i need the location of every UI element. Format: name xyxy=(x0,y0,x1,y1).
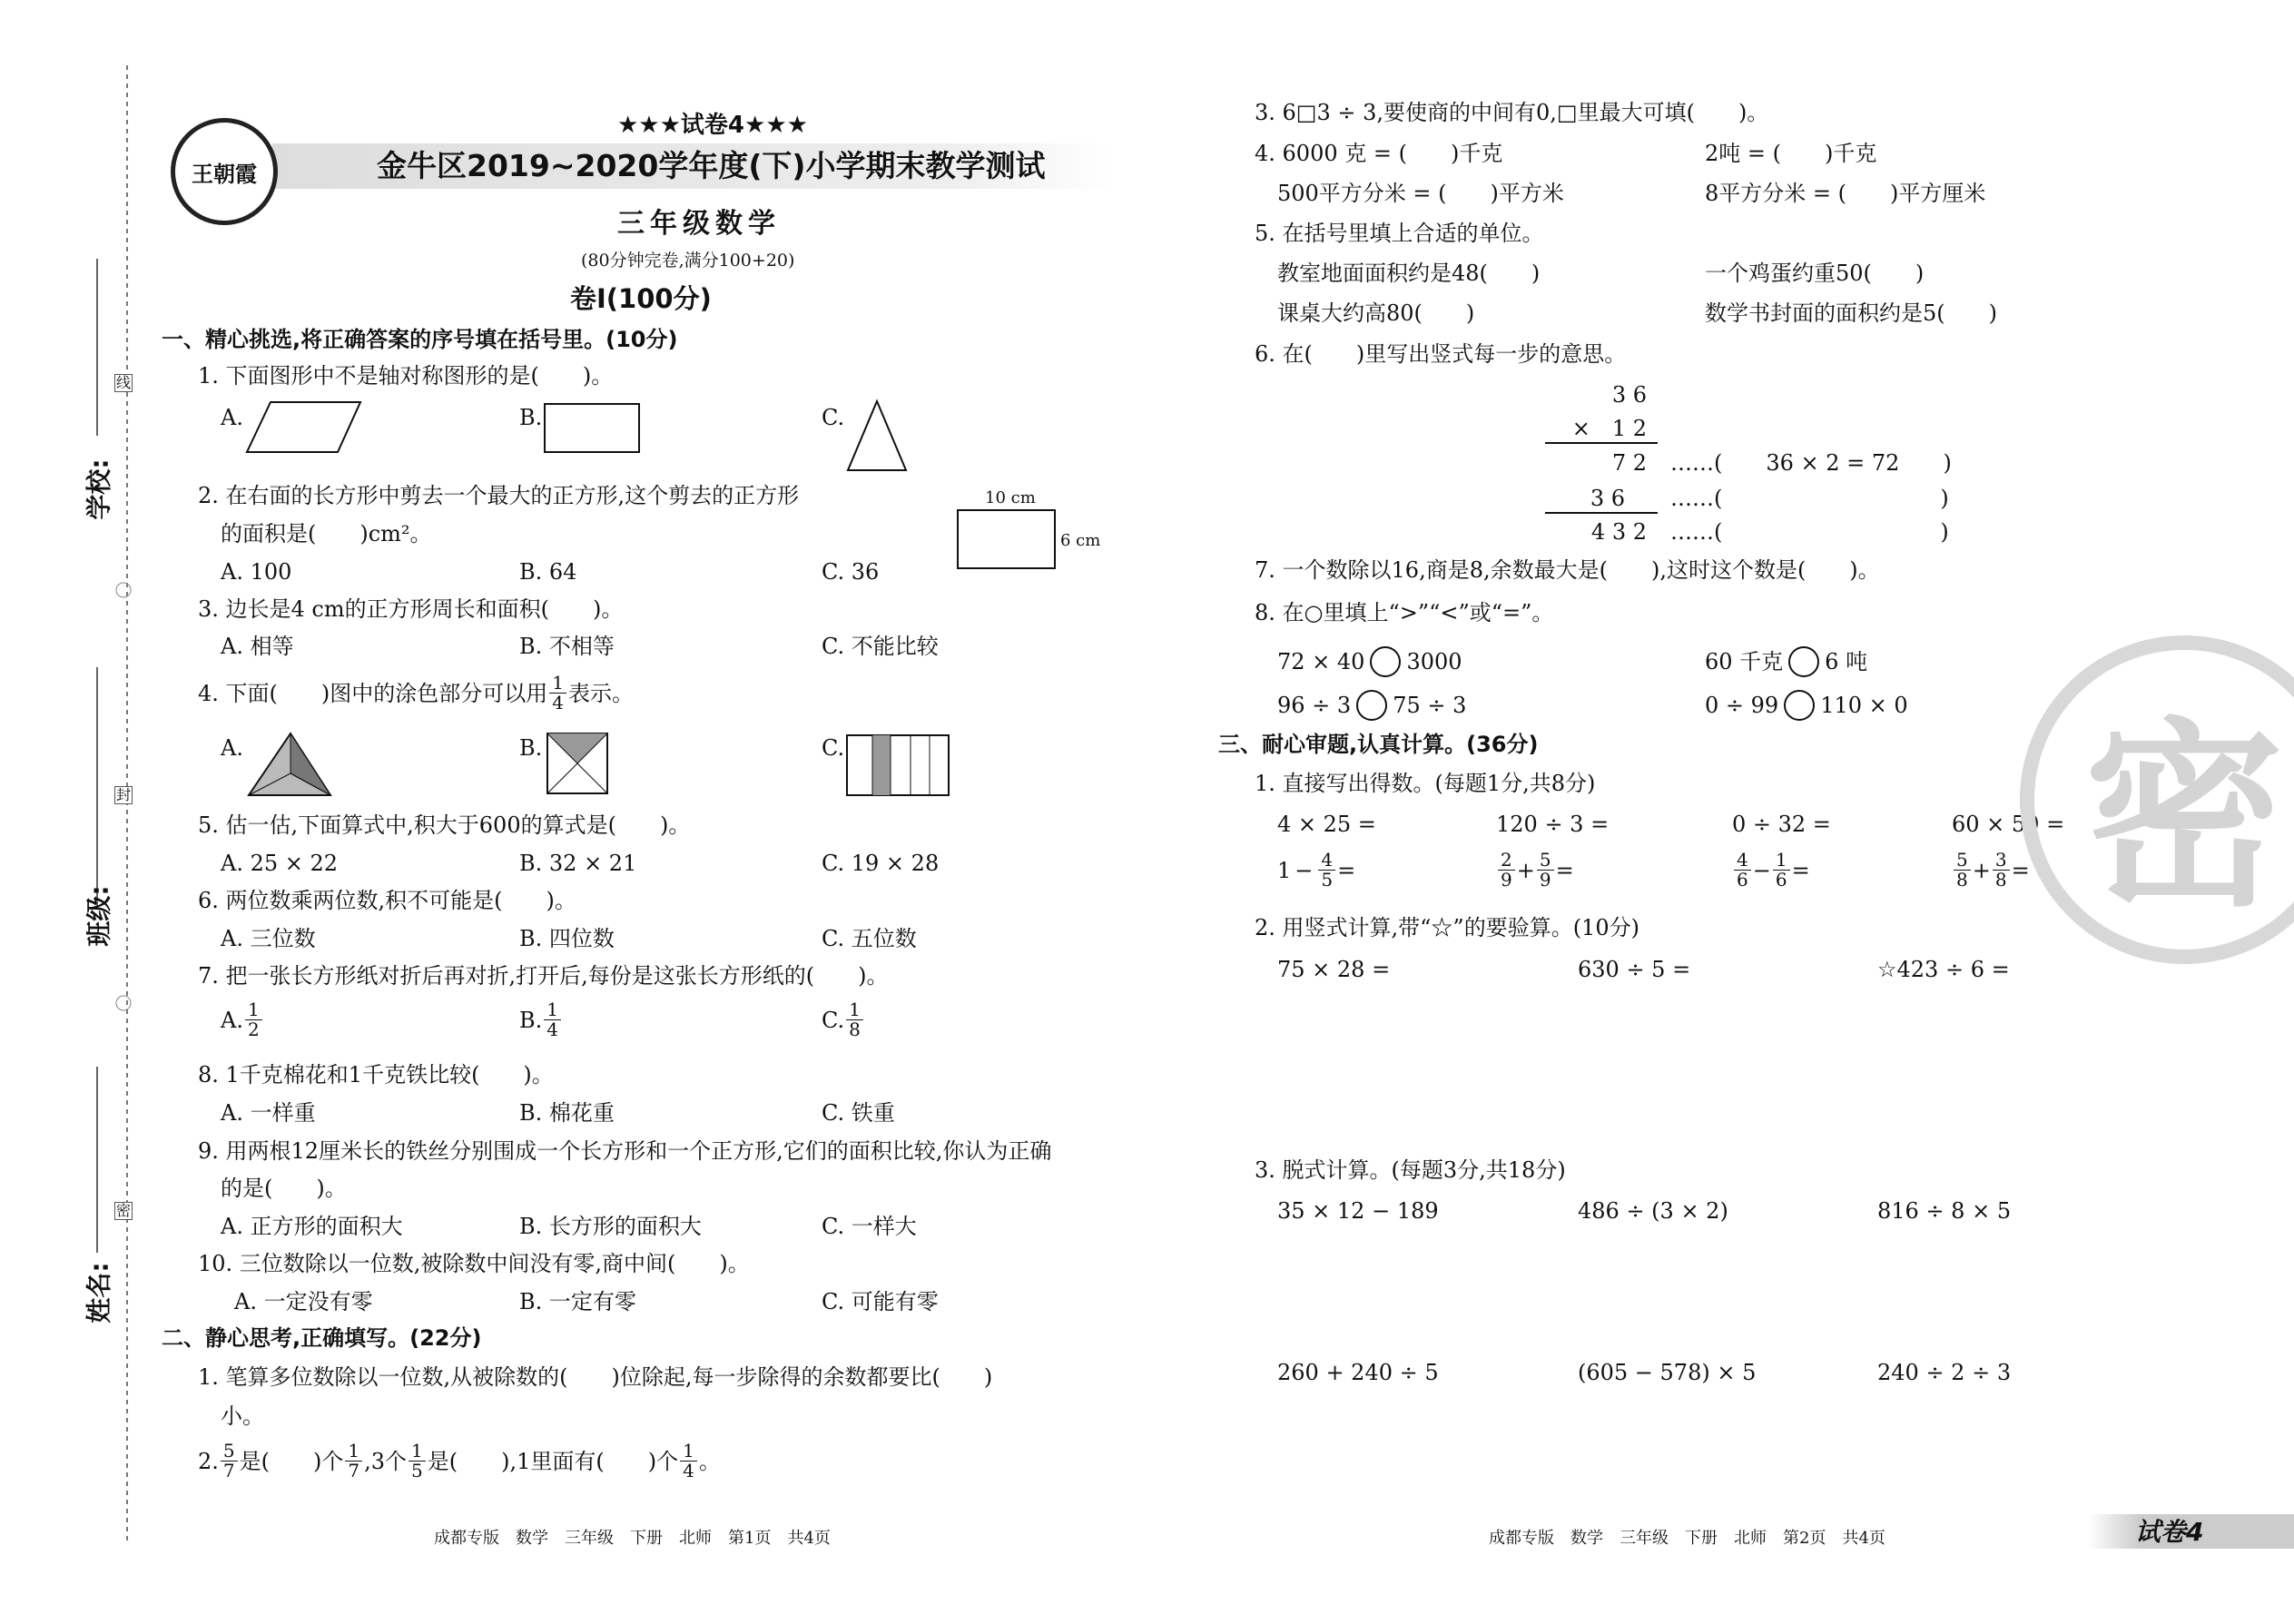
vm-row5: 4 3 2 xyxy=(1590,519,1647,545)
s1-q3-a: A. 相等 xyxy=(221,634,294,659)
vm-explain3: ……( ) xyxy=(1670,519,1949,545)
option-label: C. xyxy=(822,1007,845,1033)
s1-q10: 10. 三位数除以一位数,被除数中间没有零,商中间( )。 xyxy=(198,1251,750,1276)
footer-left: 成都专版 数学 三年级 下册 北师 第1页 共4页 xyxy=(434,1529,831,1548)
s2-q8: 8. 在○里填上“>”“<”或“=”。 xyxy=(1255,600,1554,625)
s1-q5-b: B. 32 × 21 xyxy=(519,851,637,876)
compare-1 xyxy=(1277,646,1462,677)
compare-right: 6 吨 xyxy=(1825,649,1868,674)
operator: − xyxy=(1752,857,1771,883)
s1-q5-a: A. 25 × 22 xyxy=(221,851,339,876)
s2-q6: 6. 在( )里写出竖式每一步的意思。 xyxy=(1255,341,1627,367)
fraction xyxy=(1734,851,1751,890)
s1-q2-line2: 的面积是( )cm²。 xyxy=(221,521,432,546)
operator: + xyxy=(1516,857,1535,883)
s1-q8: 8. 1千克棉花和1千克铁比较( )。 xyxy=(198,1062,554,1088)
section1-title: 一、精心挑选,将正确答案的序号填在括号里。(10分) xyxy=(162,327,678,352)
s1-q9-b: B. 长方形的面积大 xyxy=(519,1214,702,1239)
s2-q1-line2: 小。 xyxy=(221,1403,264,1429)
s1-q9-c: C. 一样大 xyxy=(822,1214,917,1239)
fraction-den: 5 xyxy=(1321,869,1334,891)
s2-q4-c: 500平方分米 = ( )平方米 xyxy=(1277,181,1564,206)
fraction-num: 1 xyxy=(245,1000,262,1020)
compare-circle[interactable] xyxy=(1784,690,1815,721)
s1-q10-b: B. 一定有零 xyxy=(519,1289,636,1314)
s1-q2-c: C. 36 xyxy=(822,559,880,585)
s3-q2: 2. 用竖式计算,带“☆”的要验算。(10分) xyxy=(1255,915,1639,940)
fraction-num: 1 xyxy=(680,1442,697,1462)
s1-q1-a: A. xyxy=(221,405,243,430)
s1-q1-b: B. xyxy=(519,405,543,430)
s1-q5: 5. 估一估,下面算式中,积大于600的算式是( )。 xyxy=(198,812,691,838)
fraction-num: 1 xyxy=(409,1442,426,1462)
s1-q2-a: A. 100 xyxy=(221,559,292,585)
s1-q2-b: B. 64 xyxy=(519,559,577,585)
fraction-den: 8 xyxy=(1956,869,1968,891)
s2-q5-b: 一个鸡蛋约重50( ) xyxy=(1705,261,1925,286)
calc-r1-4: 60 × 50 = xyxy=(1952,812,2065,837)
binding-secret-char: 密 xyxy=(116,1202,132,1219)
compare-left: 60 千克 xyxy=(1705,649,1784,674)
calc-r4-1: 260 + 240 ÷ 5 xyxy=(1277,1360,1439,1385)
s1-q4-pre: 4. 下面( )图中的涂色部分可以用 xyxy=(198,680,548,706)
footer-right: 成都专版 数学 三年级 下册 北师 第2页 共4页 xyxy=(1489,1529,1885,1548)
s1-q4-b: B. xyxy=(519,735,543,761)
s2-q7: 7. 一个数除以16,商是8,余数最大是( ),这时这个数是( )。 xyxy=(1255,557,1880,583)
footer-tag: 试卷4 xyxy=(2135,1517,2204,1547)
compare-left: 72 × 40 xyxy=(1277,649,1365,674)
equals: = xyxy=(1337,857,1356,883)
q-number: 2. xyxy=(198,1448,219,1474)
s1-q6: 6. 两位数乘两位数,积不可能是( )。 xyxy=(198,888,576,913)
s1-q9-line1: 9. 用两根12厘米长的铁丝分别围成一个长方形和一个正方形,它们的面积比较,你认为正确 xyxy=(198,1138,1052,1164)
s1-q8-a: A. 一样重 xyxy=(221,1100,316,1126)
s1-q2-line1: 2. 在右面的长方形中剪去一个最大的正方形,这个剪去的正方形 xyxy=(198,483,800,508)
fraction-den: 8 xyxy=(849,1019,861,1040)
fraction-num: 5 xyxy=(1537,851,1554,871)
compare-right: 3000 xyxy=(1406,649,1462,674)
equals: = xyxy=(2011,857,2030,883)
s1-q8-b: B. 棉花重 xyxy=(519,1100,615,1126)
fraction-num: 5 xyxy=(1954,851,1971,871)
watermark-char: 密 xyxy=(2083,701,2284,933)
equals: = xyxy=(1791,857,1810,883)
q2-height-label: 6 cm xyxy=(1060,531,1101,550)
s2-q4-b: 2吨 = ( )千克 xyxy=(1705,141,1877,166)
paper-badge: ★★★试卷4★★★ xyxy=(617,112,808,139)
vm-row4: 3 6 xyxy=(1590,486,1625,511)
binding-seal-char: 封 xyxy=(116,786,132,803)
calc-r4-3: 240 ÷ 2 ÷ 3 xyxy=(1877,1360,2012,1385)
fraction-num: 3 xyxy=(1993,851,2010,871)
q2-width-label: 10 cm xyxy=(985,488,1036,507)
class-label: 班级: xyxy=(84,885,114,947)
fraction-num: 1 xyxy=(345,1442,362,1462)
vm-row1: 3 6 xyxy=(1611,382,1647,408)
vm-row3: 7 2 xyxy=(1611,450,1647,476)
compare-left: 0 ÷ 99 xyxy=(1705,693,1779,718)
option-label: A. xyxy=(221,1007,243,1033)
calc-r2-3: ☆423 ÷ 6 = xyxy=(1877,957,2010,982)
fraction-den: 4 xyxy=(683,1460,694,1481)
s2-q5: 5. 在括号里填上合适的单位。 xyxy=(1255,221,1544,246)
fraction-num: 5 xyxy=(221,1442,238,1462)
text-part: 是( ),1里面有( )个 xyxy=(427,1448,679,1474)
calc-r2-2: 630 ÷ 5 = xyxy=(1578,957,1691,982)
s1-q6-b: B. 四位数 xyxy=(519,926,615,951)
s3-q1: 1. 直接写出得数。(每题1分,共8分) xyxy=(1255,771,1596,796)
s1-q3: 3. 边长是4 cm的正方形周长和面积( )。 xyxy=(198,596,624,622)
compare-circle[interactable] xyxy=(1788,646,1819,677)
fraction-den: 7 xyxy=(222,1460,235,1481)
s1-q8-c: C. 铁重 xyxy=(822,1100,895,1126)
equals: = xyxy=(1555,857,1574,883)
s1-q4-c: C. xyxy=(822,735,845,761)
logo-text: 王朝霞 xyxy=(192,161,257,187)
fraction-num: 2 xyxy=(1498,851,1515,871)
section3-title: 三、耐心审题,认真计算。(36分) xyxy=(1218,732,1539,757)
fraction-den: 7 xyxy=(348,1460,360,1481)
fraction-num: 1 xyxy=(1773,851,1790,871)
exam-title: 金牛区2019~2020学年度(下)小学期末教学测试 xyxy=(377,148,1046,183)
calc-r3-3: 816 ÷ 8 × 5 xyxy=(1877,1198,2012,1224)
compare-3 xyxy=(1277,690,1466,721)
fraction-num: 1 xyxy=(846,1000,863,1020)
compare-circle[interactable] xyxy=(1370,646,1401,677)
calc-f4 xyxy=(1952,851,2030,890)
fraction-den: 9 xyxy=(1539,869,1551,891)
calc-r1-2: 120 ÷ 3 = xyxy=(1496,812,1610,837)
s1-q7: 7. 把一张长方形纸对折后再对折,打开后,每份是这张长方形纸的( )。 xyxy=(198,963,889,989)
s1-q6-c: C. 五位数 xyxy=(822,926,917,951)
s2-q1-line1: 1. 笔算多位数除以一位数,从被除数的( )位除起,每一步除得的余数都要比( ) xyxy=(198,1364,993,1390)
compare-right: 75 ÷ 3 xyxy=(1393,693,1467,718)
calc-r1-1: 4 × 25 = xyxy=(1277,812,1376,837)
operator: + xyxy=(1972,857,1991,883)
fraction xyxy=(1318,851,1335,890)
fraction-den: 4 xyxy=(552,692,564,714)
s2-q5-c: 课桌大约高80( ) xyxy=(1277,300,1475,326)
option-label: B. xyxy=(519,1007,543,1033)
s1-q3-b: B. 不相等 xyxy=(519,634,615,659)
s1-q4-a: A. xyxy=(221,735,243,761)
fraction-den: 6 xyxy=(1775,869,1787,891)
compare-circle[interactable] xyxy=(1356,690,1387,721)
s1-q10-c: C. 可能有零 xyxy=(822,1289,939,1314)
fraction xyxy=(1993,851,2010,890)
fraction xyxy=(1954,851,1971,890)
s2-q4-d: 8平方分米 = ( )平方厘米 xyxy=(1705,181,1986,206)
text-part: ,3个 xyxy=(364,1448,408,1474)
fraction xyxy=(1498,851,1515,890)
s1-q1-c: C. xyxy=(822,405,845,430)
calc-f3 xyxy=(1732,851,1810,890)
compare-2 xyxy=(1705,646,1867,677)
subject-title: 三年级数学 xyxy=(617,208,781,240)
calc-r3-2: 486 ÷ (3 × 2) xyxy=(1578,1198,1728,1224)
s1-q6-a: A. 三位数 xyxy=(221,926,316,951)
fraction-den: 8 xyxy=(1994,869,2007,891)
fraction-num: 1 xyxy=(544,1000,561,1020)
operator: − xyxy=(1295,857,1314,883)
calc-r4-2: (605 − 578) × 5 xyxy=(1578,1360,1757,1385)
s3-q3: 3. 脱式计算。(每题3分,共18分) xyxy=(1255,1157,1566,1183)
fraction-den: 4 xyxy=(546,1019,558,1040)
school-label: 学校: xyxy=(84,458,114,520)
compare-right: 110 × 0 xyxy=(1820,693,1908,718)
compare-4 xyxy=(1705,690,1908,721)
name-label: 姓名: xyxy=(84,1262,114,1324)
calc-r2-1: 75 × 28 = xyxy=(1277,957,1391,982)
fraction-den: 5 xyxy=(411,1460,423,1481)
vm-explain2: ……( ) xyxy=(1670,486,1949,511)
s1-q5-c: C. 19 × 28 xyxy=(822,851,940,876)
s1-q10-a: A. 一定没有零 xyxy=(234,1289,373,1314)
fraction-num: 1 xyxy=(549,674,566,694)
section2-title: 二、静心思考,正确填写。(22分) xyxy=(162,1325,482,1351)
fraction-den: 9 xyxy=(1501,869,1512,891)
text-part: 。 xyxy=(698,1448,721,1474)
calc-f2 xyxy=(1496,851,1574,890)
fraction-den: 2 xyxy=(247,1019,260,1040)
s1-q9-a: A. 正方形的面积大 xyxy=(221,1214,403,1239)
fraction xyxy=(1773,851,1790,890)
s2-q4-a: 4. 6000 克 = ( )千克 xyxy=(1255,141,1503,166)
s2-q5-d: 数学书封面的面积约是5( ) xyxy=(1705,300,1997,326)
calc-r1-3: 0 ÷ 32 = xyxy=(1732,812,1831,837)
vm-row2: × 1 2 xyxy=(1571,416,1647,441)
s1-q1: 1. 下面图形中不是轴对称图形的是( )。 xyxy=(198,363,614,389)
exam-note: (80分钟完卷,满分100+20) xyxy=(581,251,795,271)
text-part: 是( )个 xyxy=(239,1448,344,1474)
fraction-den: 6 xyxy=(1737,869,1748,891)
s2-q3: 3. 6□3 ÷ 3,要使商的中间有0,□里最大可填( )。 xyxy=(1255,100,1769,125)
compare-left: 96 ÷ 3 xyxy=(1277,693,1352,718)
binding-line-char: 线 xyxy=(116,374,132,391)
s2-q5-a: 教室地面面积约是48( ) xyxy=(1277,261,1541,286)
fraction-num: 4 xyxy=(1734,851,1751,871)
s1-q4-post: 表示。 xyxy=(568,680,634,706)
volume-title: 卷Ⅰ(100分) xyxy=(570,283,712,314)
whole-number: 1 xyxy=(1277,857,1292,883)
fraction-num: 4 xyxy=(1318,851,1335,871)
vm-explain1: ……( 36 × 2 = 72 ) xyxy=(1670,450,1952,476)
fraction xyxy=(1537,851,1554,890)
calc-r3-1: 35 × 12 − 189 xyxy=(1277,1198,1439,1224)
calc-f1 xyxy=(1277,851,1355,890)
s1-q9-line2: 的是( )。 xyxy=(221,1176,347,1201)
s1-q3-c: C. 不能比较 xyxy=(822,634,939,659)
